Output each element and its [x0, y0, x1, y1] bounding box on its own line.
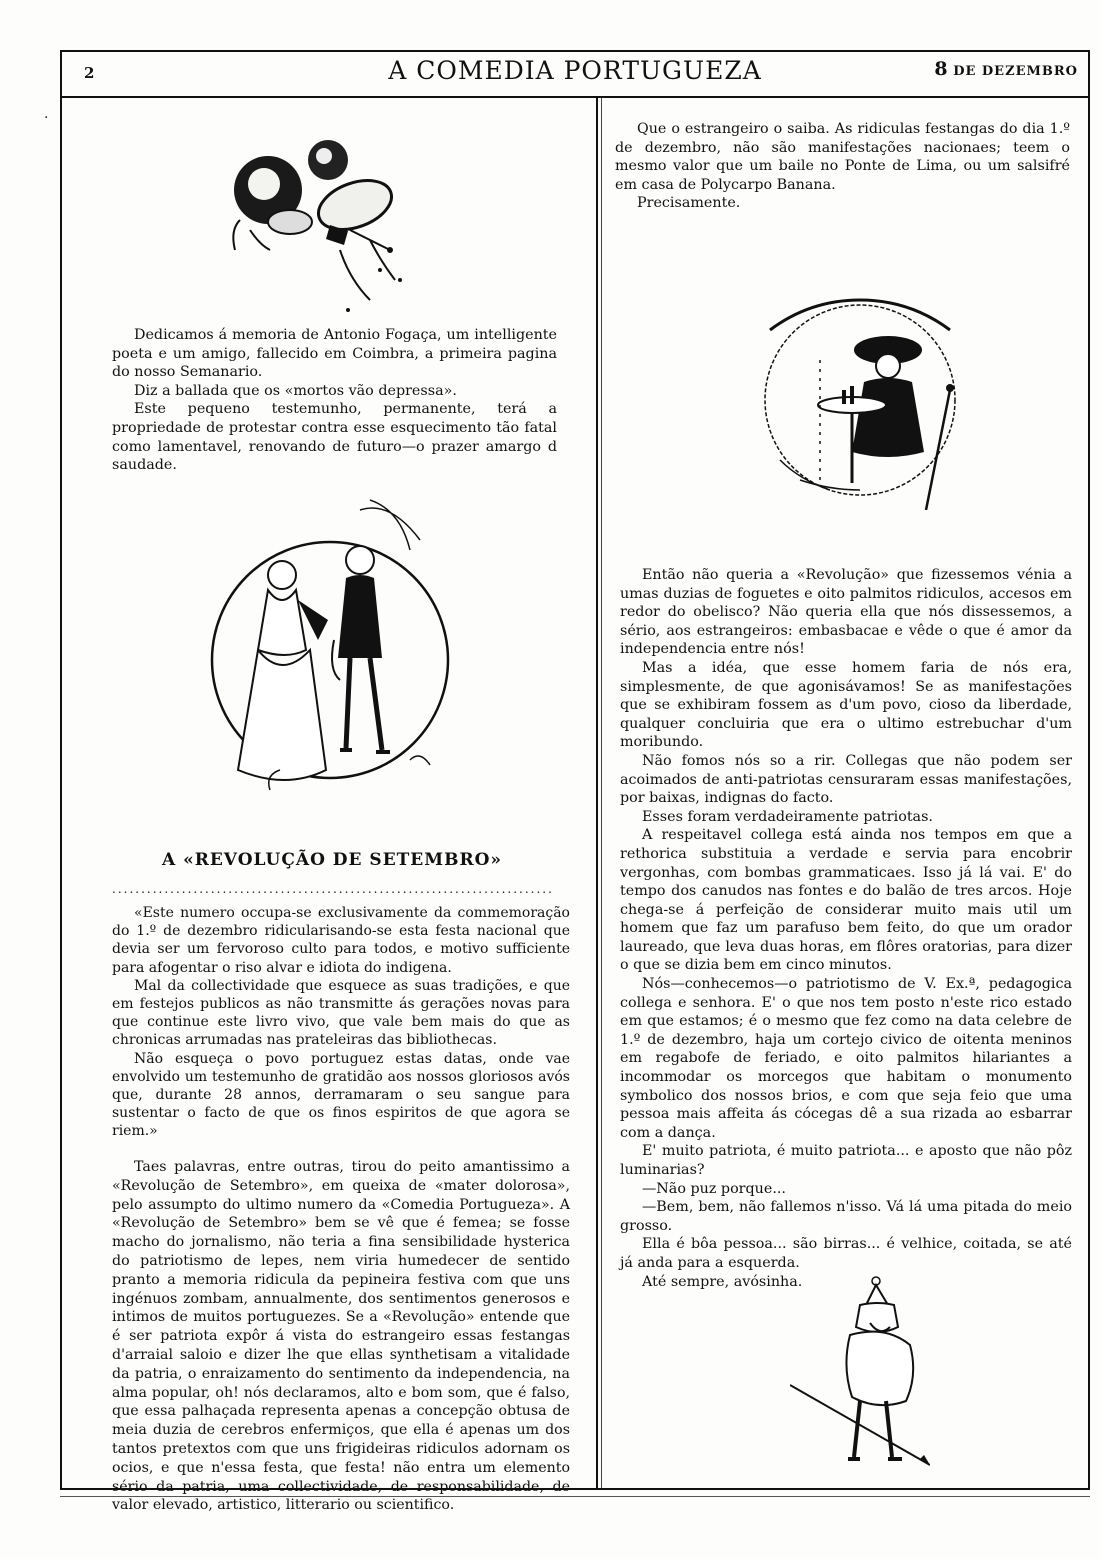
lady-at-cafe-table-illustration [760, 290, 980, 510]
body-paragraph: Taes palavras, entre outras, tirou do peito amantissimo a «Revolução de Setembro», em queixa de «mater dolorosa», pelo assumpto do ultimo numero da «Comedia Portugueza». A «Revolução de Setembro» bem se vê que é femea; se fosse macho do jornalismo, não teria a fina sensibilidade hysterica do patriotismo de lepes, nem viria humedecer de sentido pranto a memoria ridicula da pepineira festiva com que uns ingénuos zombam, annualmente, dos sentimentos generosos e intimos de muitos portuguezes. Se a «Revolução» entende que é ser patriota expôr á vista do estrangeiro essas festangas d'arraial saloio e dizer lhe que ellas synthetisam a vitalidade da patria, o enraizamento do sentimento da independencia, na alma popular, oh! nós declaramos, alto e bom som, que é falso, que essa palhaçada representa apenas a concepção obtusa de meia duzia de cerebros enfermiços, que ella é apenas um dos tantos pretextos com que uns frigideiras ridiculos adornam os ocios, e que n'essa festa, que festa! não entra um elemento sério da patria, uma collectividade, de responsabilidade, de valor elevado, artistico, litterario ou scientifico. [112, 1159, 570, 1514]
body-paragraph: —Não puz porque... [642, 1180, 786, 1197]
dedication-paragraph: Dedicamos á memoria de Antonio Fogaça, um intelligente poeta e um amigo, fallecido em Coimbra, a primeira pagina do nosso Semanario. [112, 327, 557, 381]
body-paragraph: Ella é bôa pessoa... são birras... é velhice, coitada, se até já anda para a esquerda. [620, 1236, 1072, 1271]
body-paragraph: Não fomos nós so a rir. Collegas que não podem ser acoimados de anti-patriotas censuraram essas manifestações, por baixas, indignas do facto. [620, 752, 1072, 807]
intro-paragraph: Precisamente. [637, 195, 741, 212]
quote-paragraph: «Este numero occupa-se exclusivamente da commemoração do 1.º de dezembro ridicularisando-se esta festa nacional que devia ser um fervoroso culto para todos, e motivo sufficiente para afogentar o riso alvar e idiota do indigena. [112, 905, 570, 976]
column-rule [596, 98, 598, 1488]
body-paragraph: Mas a idéa, que esse homem faria de nós era, simplesmente, de que agonisávamos! Se as manifestações que se exhibiram fossem as d'um povo, cioso da liberdade, qualquer concluiria que era o ultimo estrebuchar d'um moribundo. [620, 659, 1072, 751]
quoted-passage [112, 904, 570, 1141]
dotted-separator: ............................................................................ [112, 882, 554, 896]
body-paragraph: Esses foram verdadeiramente patriotas. [642, 808, 933, 825]
dedication-paragraph: Diz a ballada que os «mortos vão depressa». [134, 382, 457, 399]
quote-paragraph: Não esqueça o povo portuguez estas datas, onde vae envolvido um testemunho de gratidão aos nossos gloriosos avós que, durante 28 annos, derramaram o seu sangue para sustentar o facto de que os finos espiritos de que agora se riem.» [112, 1050, 570, 1140]
article-body-left [112, 1158, 570, 1515]
intro-paragraph: Que o estrangeiro o saiba. As ridiculas festangas do dia 1.º de dezembro, não são manifestações nacionaes; teem o mesmo valor que um baile no Ponte de Lima, ou um salsifré em casa de Polycarpo Banana. [615, 121, 1070, 193]
right-intro-text [615, 120, 1070, 213]
still-life-vignette-illustration [220, 130, 420, 320]
column-rule-inner [601, 98, 602, 1488]
body-paragraph: Nós—conhecemos—o patriotismo de V. Ex.ª, pedagogica collega e senhora. E' o que nos tem posto n'este rico estado em que estamos; é o mesmo que fez como na data celebre de 1.º de dezembro, haja um cortejo civico de oitenta meninos em regabofe de feriado, e oito palmitos hilariantes a incommodar os morcegos que habitam o monumento symbolico dos nossos brios, e com que seja feio que uma pessoa mais affeita ás cócegas dê a sua rizada ao esbarrar com a dança. [620, 976, 1072, 1141]
body-paragraph: E' muito patriota, é muito patriota... e aposto que não pôz luminarias? [620, 1143, 1072, 1178]
issue-day: 8 [934, 58, 948, 80]
article-body-right [620, 566, 1072, 1291]
masthead [60, 50, 1090, 98]
body-paragraph: Até sempre, avósinha. [642, 1273, 803, 1290]
couple-in-circle-illustration [210, 490, 450, 830]
dedication-text [112, 326, 557, 475]
body-paragraph: Então não queria a «Revolução» que fizessemos vénia a umas duzias de foguetes e oito palmitos ridiculos, accesos em redor do obelisco? Não queria ella que nós dissessemos, a sério, aos estrangeiros: embasbacae e vêde o que é amor da independencia entre nós! [620, 567, 1072, 658]
quote-paragraph: Mal da collectividade que esquece as suas tradições, e que em festejos publicos as não transmitte ás gerações novas para que continue este livro vivo, que vale bem mais do que as chronicas arrumadas nas prateleiras das bibliothecas. [112, 977, 570, 1049]
article-heading: A «REVOLUÇÃO DE SETEMBRO» [161, 850, 503, 870]
newspaper-title: A COMEDIA PORTUGUEZA [388, 56, 762, 85]
body-paragraph: A respeitavel collega está ainda nos tempos em que a rethorica substituia a verdade e servia para encobrir vergonhas, com bombas grammaticaes. Isso já lá vai. E' do tempo dos canudos nas fontes e do balão de tres arcos. Hoje chega-se á perfeição de considerar muito mais util um homem que faz um parafuso bem feito, do que um orador laureado, que leva duas horas, em flôres oratorias, para dizer o que se dizia bem em cinco minutos. [620, 827, 1072, 974]
body-paragraph: —Bem, bem, não fallemos n'isso. Vá lá uma pitada do meio grosso. [620, 1199, 1072, 1234]
margin-mark: · [44, 110, 49, 126]
issue-date [934, 58, 1078, 80]
dedication-paragraph: Este pequeno testemunho, permanente, terá a propriedade de protestar contra esse esquecimento tão fatal como lamentavel, renovando de futuro—o prazer amargo d saudade. [112, 401, 557, 474]
knight-with-spear-illustration [790, 1275, 930, 1475]
issue-month: DE DEZEMBRO [953, 64, 1078, 79]
page-number: 2 [84, 64, 95, 82]
